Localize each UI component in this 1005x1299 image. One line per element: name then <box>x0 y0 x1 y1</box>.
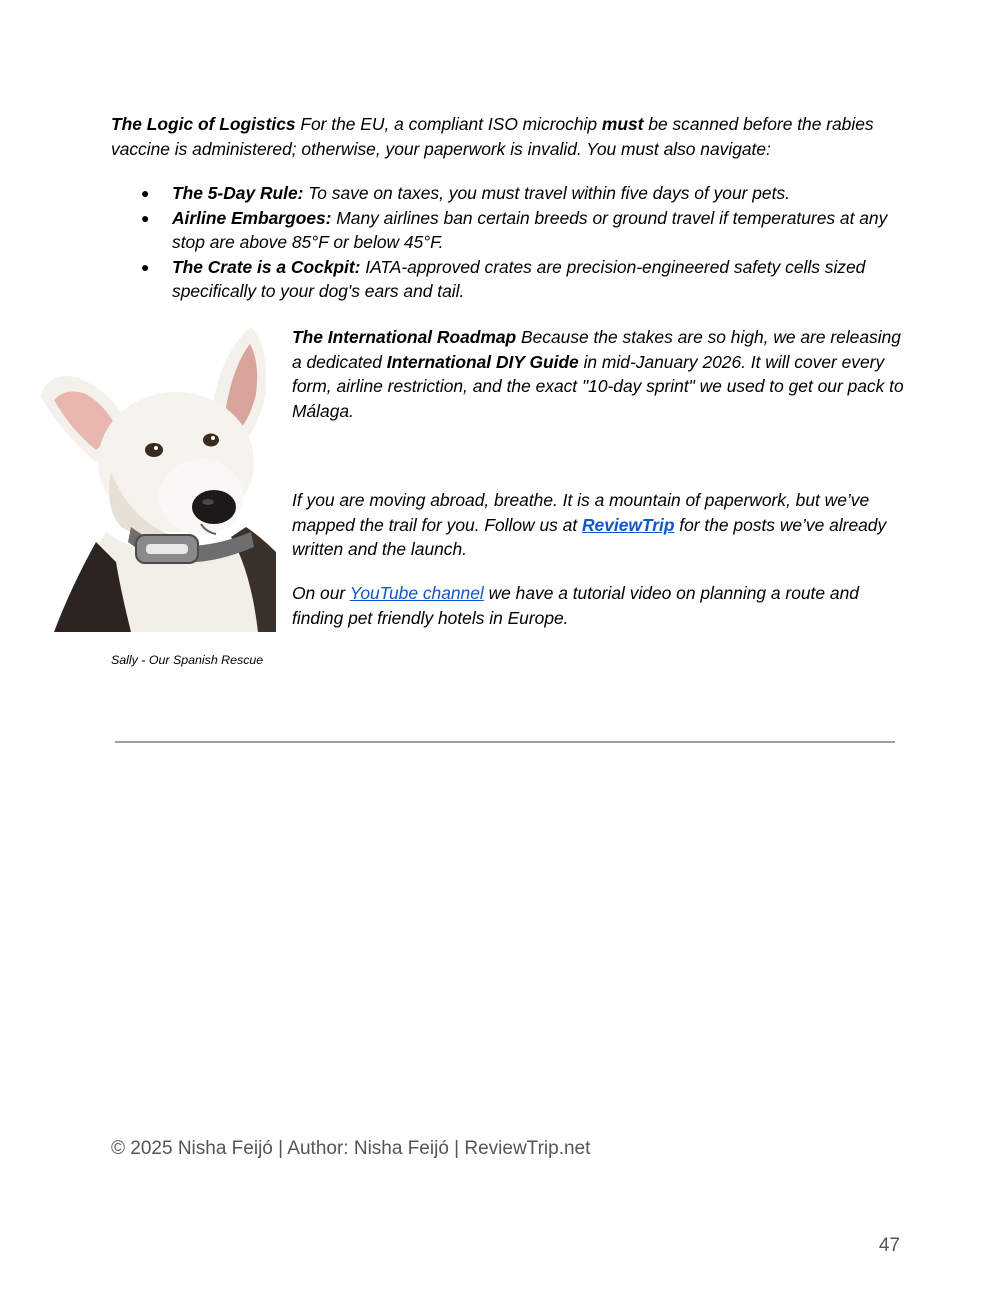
roadmap-heading: The International Roadmap <box>292 327 517 347</box>
list-item-text: Many airlines ban certain breeds or ground travel if temperatures at any stop are above 85°F or below 45°F. <box>172 207 888 252</box>
roadmap-text-1: Because the stakes are so high, we are releasing a dedicated <box>292 327 901 372</box>
requirements-list <box>111 181 911 304</box>
moving-text-2: for the posts we’ve already written and the launch. <box>292 514 887 559</box>
list-item <box>111 181 911 206</box>
bullet-icon: ● <box>141 209 150 226</box>
guide-name: International DIY Guide <box>386 351 579 372</box>
list-item-text: IATA-approved crates are precision-engineered safety cells sized specifically to your dog's ears and tail. <box>172 256 866 301</box>
horizontal-divider <box>115 741 895 743</box>
list-item-term: The 5-Day Rule: <box>172 183 304 203</box>
page-number: 47 <box>878 1235 900 1256</box>
moving-abroad-paragraph <box>292 488 912 562</box>
list-item <box>111 255 911 304</box>
list-item-text: To save on taxes, you must travel within five days of your pets. <box>303 183 790 203</box>
bullet-icon: ● <box>141 258 150 275</box>
footer-copyright: © 2025 Nisha Feijó | Author: Nisha Feijó | ReviewTrip.net <box>111 1138 591 1159</box>
dog-photo-icon <box>36 322 276 632</box>
logistics-paragraph <box>111 112 911 161</box>
list-item-term: The Crate is a Cockpit: <box>172 256 361 277</box>
moving-text-1: If you are moving abroad, breathe. It is a mountain of paperwork, but we’ve mapped the trail for you. Follow us at <box>292 490 870 535</box>
list-item-term: Airline Embargoes: <box>172 207 332 228</box>
youtube-channel-link[interactable]: YouTube channel <box>349 583 484 603</box>
youtube-paragraph <box>292 581 912 630</box>
roadmap-text-2: in mid-January 2026. It will cover every form, airline restriction, and the exact "10-day sprint" we used to get our pack to Málaga. <box>292 351 904 421</box>
logistics-emphasis: must <box>601 114 644 134</box>
youtube-text-2: we have a tutorial video on planning a route and finding pet friendly hotels in Europe. <box>292 583 859 628</box>
roadmap-paragraph <box>292 325 912 423</box>
reviewtrip-link[interactable]: ReviewTrip <box>582 514 675 535</box>
image-caption: Sally - Our Spanish Rescue <box>111 653 264 667</box>
list-item <box>111 206 911 255</box>
youtube-text-1: On our <box>292 583 350 603</box>
logistics-text-2: be scanned before the rabies vaccine is administered; otherwise, your paperwork is invalid. You must also navigate: <box>111 114 874 159</box>
bullet-icon: ● <box>141 185 150 201</box>
logistics-text-1: For the EU, a compliant ISO microchip <box>295 114 602 134</box>
logistics-heading: The Logic of Logistics <box>111 114 296 134</box>
